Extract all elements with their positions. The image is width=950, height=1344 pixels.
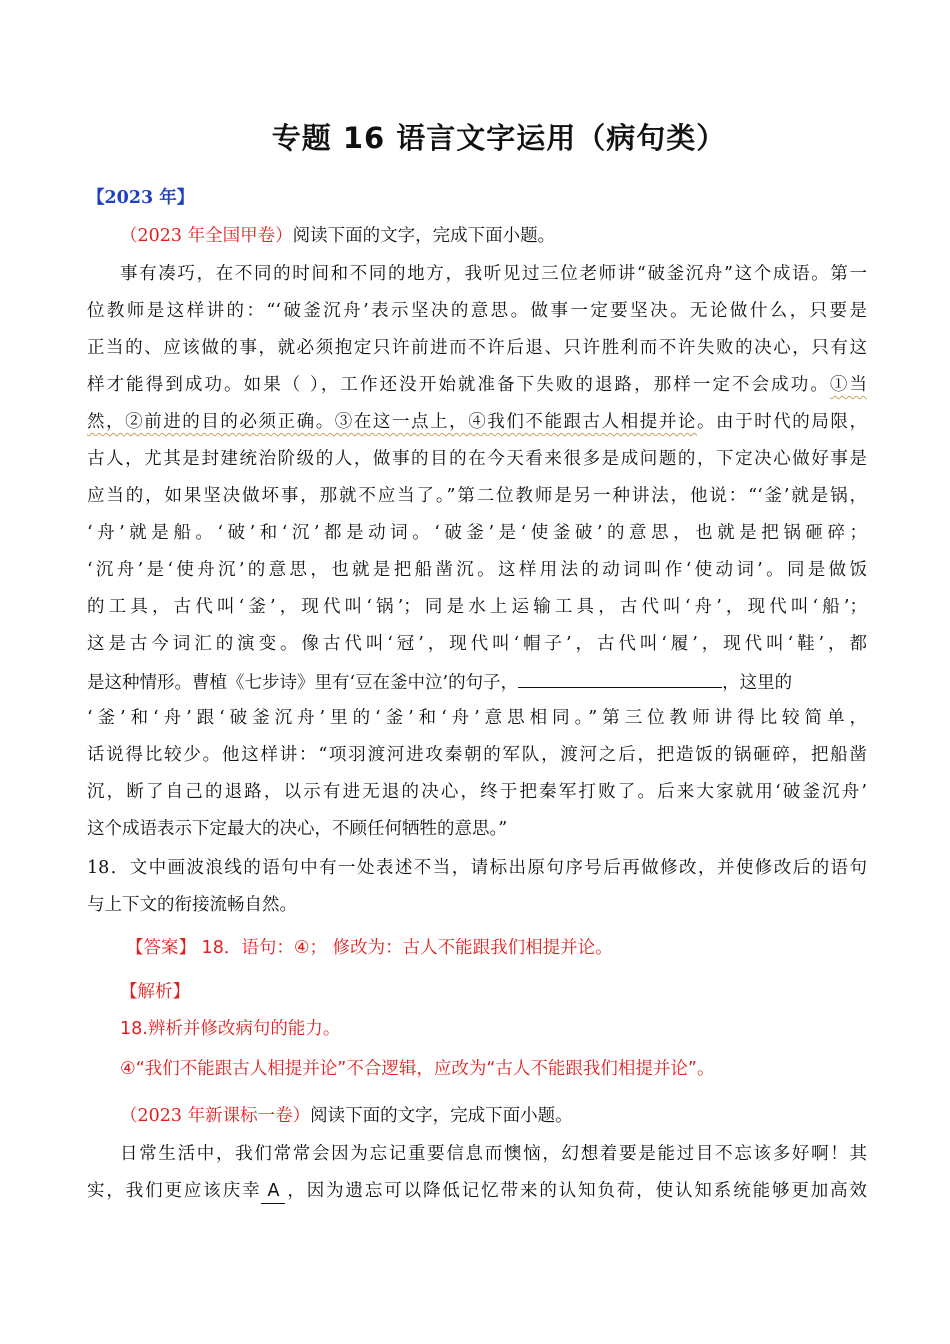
q1-passage-line-12a: 是这种情形。曹植《七步诗》里有‘豆在釜中泣’的句子， — [87, 673, 519, 693]
q1-passage-line-6: 古人，尤其是封建统治阶级的人，做事的目的在今天看来很多是成问题的，下定决心做好事是 — [87, 449, 867, 469]
q1-passage-line-4 — [87, 373, 867, 397]
blank-a[interactable]: A — [261, 1179, 285, 1204]
q1-analysis-line-2: ④“我们不能跟古人相提并论”不合逻辑，应改为“古人不能跟我们相提并论”。 — [120, 1059, 715, 1079]
q1-passage-line-10: 的工具，古代叫‘釜’，现代叫‘锅’；同是水上运输工具，古代叫‘舟’，现代叫‘船’； — [87, 597, 867, 617]
q2-source: （2023 年新课标一卷） — [120, 1106, 311, 1126]
q2-passage-line-1: 日常生活中，我们常常会因为忘记重要信息而懊恼，幻想着要是能过目不忘该多好啊！其 — [120, 1144, 867, 1164]
q1-passage-line-13: ‘釜’和‘舟’跟‘破釜沉舟’里的‘釜’和‘舟’意思相同。”第三位教师讲得比较简单， — [87, 708, 867, 728]
q2-passage-line-2 — [87, 1179, 867, 1204]
q1-source: （2023 年全国甲卷） — [120, 226, 293, 246]
page-title: 专题 16 语言文字运用（病句类） — [271, 121, 727, 155]
q1-passage-line-14: 话说得比较少。他这样讲：“项羽渡河进攻秦朝的军队，渡河之后，把造饭的锅砸碎，把船凿 — [87, 745, 867, 765]
q1-analysis-line-1: 18.辨析并修改病句的能力。 — [120, 1019, 341, 1039]
q1-passage-line-12 — [87, 669, 867, 695]
q1-passage-line-5 — [87, 410, 867, 434]
q2-passage-line-2a: 实，我们更应该庆幸 — [87, 1181, 262, 1201]
q1-header — [120, 224, 900, 248]
q1-intro: 阅读下面的文字，完成下面小题。 — [292, 226, 556, 246]
wavy-sentence: 然，②前进的目的必须正确。③在这一点上，④我们不能跟古人相提并论 — [87, 412, 697, 432]
q1-passage-line-11: 这是古今词汇的演变。像古代叫‘冠’，现代叫‘帽子’，古代叫‘履’，现代叫‘鞋’，都 — [87, 634, 867, 654]
q1-passage-line-7: 应当的，如果坚决做坏事，那就不应当了。”第二位教师是另一种讲法，他说：“‘釜’就是锅， — [87, 486, 867, 506]
q1-passage-line-16: 这个成语表示下定最大的决心，不顾任何牺牲的意思。” — [87, 819, 508, 839]
q1-passage-line-1: 事有凑巧，在不同的时间和不同的地方，我听见过三位老师讲“破釜沉舟”这个成语。第一 — [120, 264, 867, 284]
q2-passage-line-2b: ，因为遗忘可以降低记忆带来的认知负荷，使认知系统能够更加高效 — [285, 1181, 868, 1201]
fill-in-blank[interactable] — [518, 669, 722, 688]
q1-analysis-label: 【解析】 — [120, 982, 190, 1002]
section-heading-2023: 【2023 年】 — [87, 188, 195, 208]
wavy-sentence-start: ①当 — [829, 375, 868, 395]
q2-header — [120, 1104, 900, 1128]
q1-question-line-2: 与上下文的衔接流畅自然。 — [87, 895, 297, 915]
q1-question-line-1: 18．文中画波浪线的语句中有一处表述不当，请标出原句序号后再做修改，并使修改后的语句 — [87, 858, 867, 878]
q1-passage-line-12b: ，这里的 — [722, 673, 793, 693]
q1-passage-line-5-rest: 。由于时代的局限， — [697, 412, 867, 432]
q1-answer: 【答案】 18．语句：④； 修改为：古人不能跟我们相提并论。 — [126, 938, 613, 958]
q2-intro: 阅读下面的文字，完成下面小题。 — [310, 1106, 573, 1126]
q1-passage-line-3: 正当的、应该做的事，就必须抱定只许前进而不许后退、只许胜利而不许失败的决心，只有这 — [87, 338, 867, 358]
q1-passage-line-15: 沉，断了自己的退路，以示有进无退的决心，终于把秦军打败了。后来大家就用‘破釜沉舟’ — [87, 782, 867, 802]
q1-passage-line-4-text: 样才能得到成功。如果（ ），工作还没开始就准备下失败的退路，那样一定不会成功。 — [87, 375, 830, 395]
q1-passage-line-9: ‘沉舟’是‘使舟沉’的意思，也就是把船凿沉。这样用法的动词叫作‘使动词’。同是做饭 — [87, 560, 867, 580]
q1-passage-line-8: ‘舟’就是船。‘破’和‘沉’都是动词。‘破釜’是‘使釜破’的意思，也就是把锅砸碎； — [87, 523, 867, 543]
q1-passage-line-2: 位教师是这样讲的：“‘破釜沉舟’表示坚决的意思。做事一定要坚决。无论做什么，只要是 — [87, 301, 867, 321]
